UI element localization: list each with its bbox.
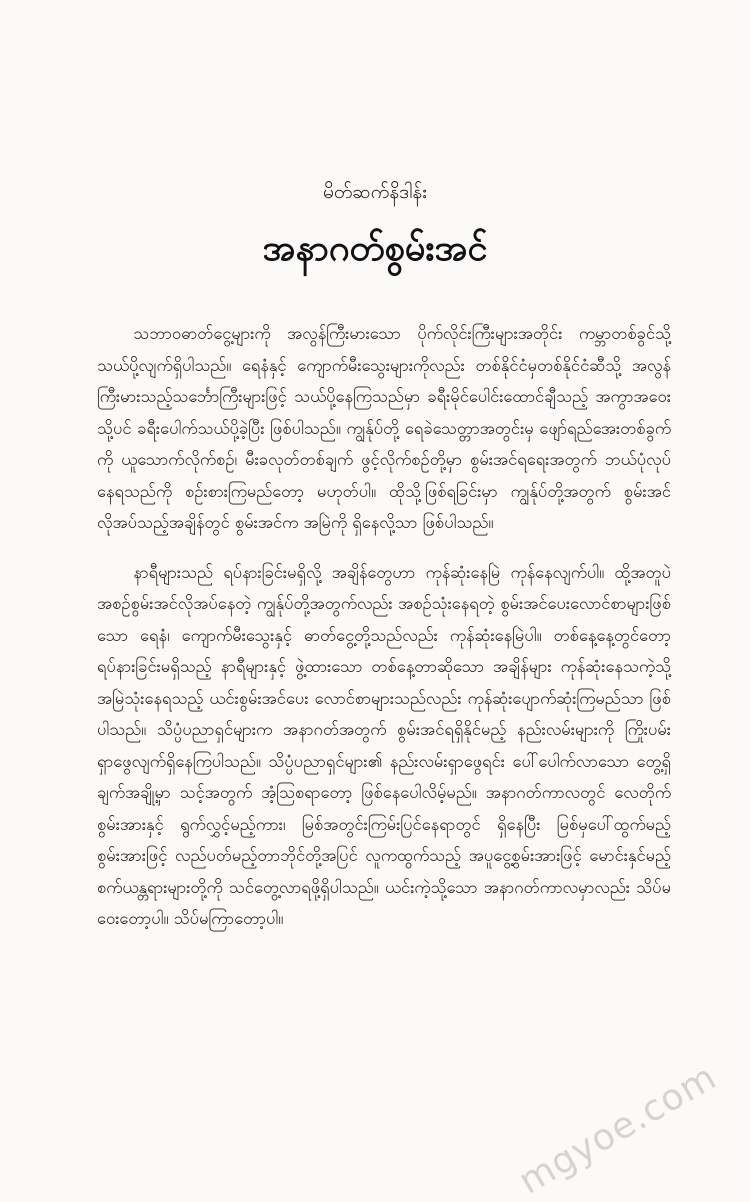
chapter-title: အနာဂတ်စွမ်းအင် (262, 228, 488, 269)
site-watermark: mgyoe.com (512, 1056, 724, 1202)
paragraph-2: နာရီများသည် ရပ်နားခြင်းမရှိလို့ အချိန်တွေဟာ ကုန်ဆုံးနေမြဲ ကုန်နေလျက်ပါ။ ထို့အတူပဲ အစဉ်စွမ်းအင်လိုအပ်နေတဲ့ ကျွန်ုပ်တို့အတွက်လည်း အစဉ်သုံးနေရတဲ့ စွမ်းအင်ပေးလောင်စာများဖြစ်သော ရေနံ၊ ကျောက်မီးသွေးနှင့် ဓာတ်ငွေ့တို့သည်လည်း ကုန်ဆုံးနေမြဲပါ။ တစ်နေ့နေ့တွင်တော့ ရပ်နားခြင်းမရှိသည့် နာရီများနှင့် ဖွဲ့ထားသော တစ်နေ့တာဆိုသော အချိန်များ ကုန်ဆုံးနေသကဲ့သို့ အမြဲသုံးနေရသည့် ယင်းစွမ်းအင်ပေး လောင်စာများသည်လည်း ကုန်ဆုံးပျောက်ဆုံးကြမည်သာ ဖြစ်ပါသည်။ သိပ္ပံပညာရှင်များက အနာဂတ်အတွက် စွမ်းအင်ရရှိနိုင်မည့် နည်းလမ်းများကို ကြိုးပမ်းရှာဖွေလျက်ရှိနေကြပါသည်။ သိပ္ပံပညာရှင်များ၏ နည်းလမ်းရှာဖွေရင်း ပေါ်ပေါက်လာသော တွေ့ရှိချက်အချို့မှာ သင့်အတွက် အံ့သြစရာတော့ ဖြစ်နေပေါလိမ့်မည်။ အနာဂတ်ကာလတွင် လေတိုက်စွမ်းအားနှင့် ရွက်လွှင့်မည့်ကား၊ မြစ်အတွင်းကြမ်းပြင်နေရာတွင် ရှိနေပြီး မြစ်မှပေါ်ထွက်မည့် စွမ်းအားဖြင့် လည်ပတ်မည့်တာဘိုင်တို့အပြင် လူကထွက်သည့် အပူငွေ့စွမ်းအားဖြင့် မောင်းနှင်မည့်စက်ယန္တရားများတို့ကို သင်တွေ့လာရဖို့ရှိပါသည်။ ယင်းကဲ့သို့သော အနာဂတ်ကာလမှာလည်း သိပ်မဝေးတော့ပါ။ သိပ်မကြာတော့ပါ။ (97, 562, 671, 928)
body-text (97, 318, 671, 953)
paragraph-1: သဘာဝဓာတ်ငွေ့များကို အလွန်ကြီးမားသော ပိုက်လိုင်းကြီးများအတိုင်း ကမ္ဘာတစ်ခွင်သို့ သယ်ပို့လျက်ရှိပါသည်။ ရေနံနှင့် ကျောက်မီးသွေးများကိုလည်း တစ်နိုင်ငံမှတစ်နိုင်ငံဆီသို့ အလွန်ကြီးမားသည့်သင်္ဘောကြီးများဖြင့် သယ်ပို့နေကြသည်မှာ ခရီးမိုင်ပေါင်းထောင်ချီသည့် အကွာအဝေးသို့ပင် ခရီးပေါက်သယ်ပို့ခဲ့ပြီး ဖြစ်ပါသည်။ ကျွန်ုပ်တို့ ရေခဲသေတ္တာအတွင်းမှ ဖျော်ရည်အေးတစ်ခွက်ကို ယူသောက်လိုက်စဉ်၊ မီးခလုတ်တစ်ချက် ဖွင့်လိုက်စဉ်တို့မှာ စွမ်းအင်ရရေးအတွက် ဘယ်ပုံလုပ်နေရသည်ကို စဉ်းစားကြမည်တော့ မဟုတ်ပါ။ ထိုသို့ဖြစ်ရခြင်းမှာ ကျွန်ုပ်တို့အတွက် စွမ်းအင်လိုအပ်သည့်အချိန်တွင် စွမ်းအင်က အမြဲကို ရှိနေလို့သာ ဖြစ်ပါသည်။ (97, 324, 671, 532)
chapter-subtitle: မိတ်ဆက်နိဒါန်း (323, 181, 427, 203)
